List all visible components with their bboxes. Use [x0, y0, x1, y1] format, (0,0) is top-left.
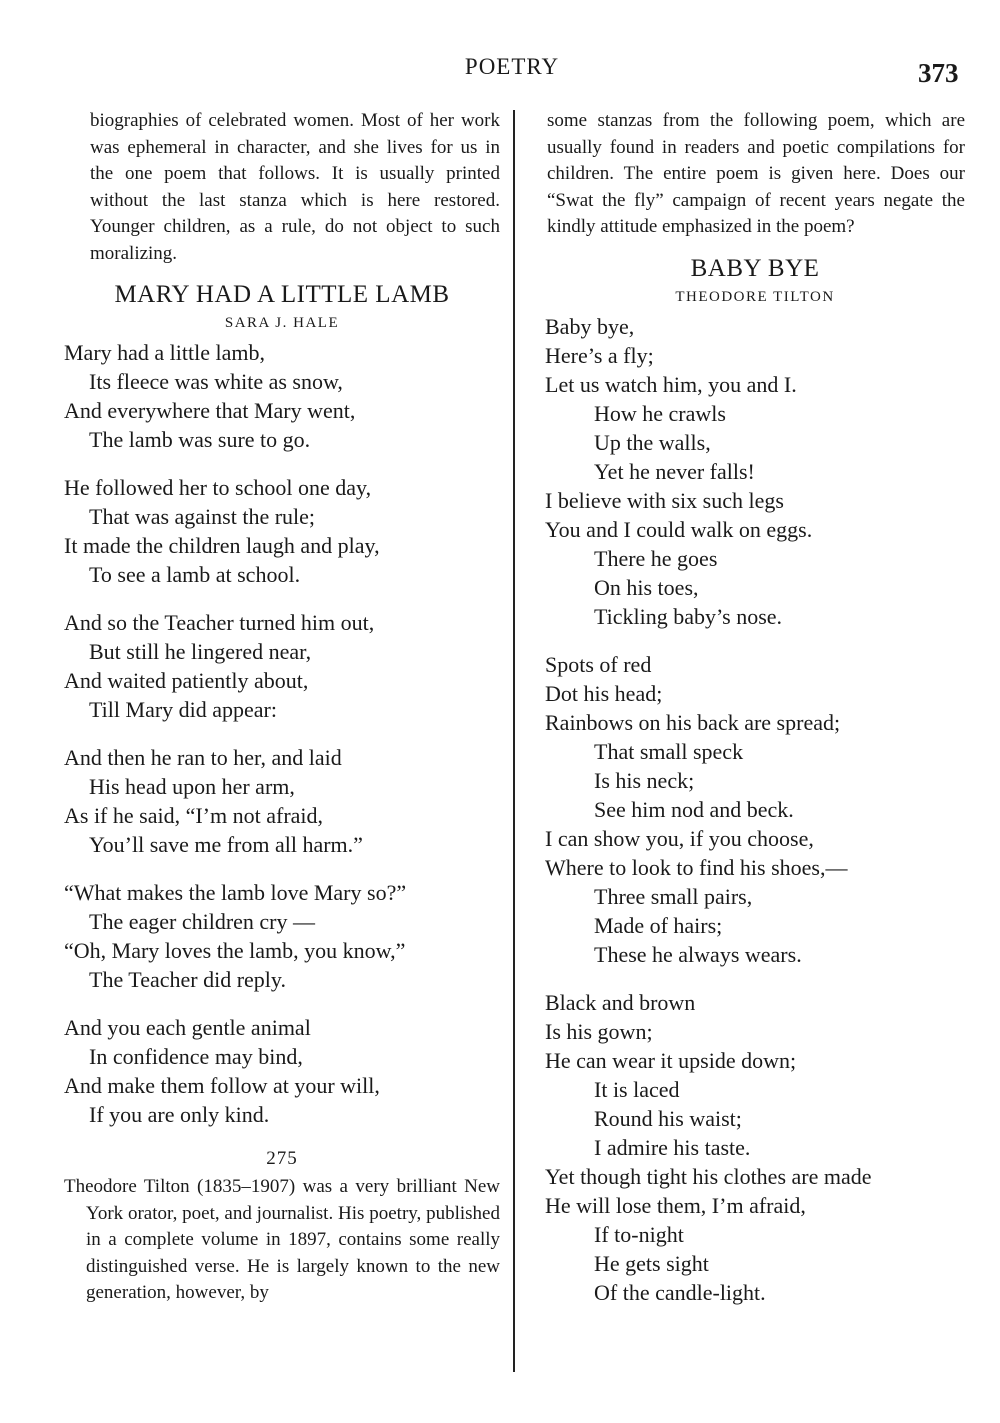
poem-line: In confidence may bind,: [89, 1044, 303, 1069]
poem-line: The Teacher did reply.: [89, 967, 286, 992]
running-head: POETRY: [464, 54, 560, 79]
poem-line: Yet he never falls!: [594, 458, 755, 484]
poem-line: Here’s a fly;: [545, 342, 654, 368]
right-column: [545, 108, 965, 1326]
poem-line: And so the Teacher turned him out,: [64, 610, 375, 635]
poem-line: Dot his head;: [545, 680, 663, 706]
poem-line: Its fleece was white as snow,: [89, 369, 343, 394]
stanza: [64, 608, 500, 724]
poem-line: Till Mary did appear:: [89, 697, 277, 722]
poem-line: I can show you, if you choose,: [545, 825, 814, 851]
poem-line: As if he said, “I’m not afraid,: [64, 803, 324, 828]
poem-line: And everywhere that Mary went,: [64, 398, 356, 423]
poem-line: Up the walls,: [594, 429, 711, 455]
poem-line: And waited patiently about,: [64, 668, 309, 693]
poem-line: “Oh, Mary loves the lamb, you know,”: [64, 938, 406, 963]
poem-line: And you each gentle animal: [64, 1015, 311, 1040]
poem-line: And then he ran to her, and laid: [64, 745, 342, 770]
poem-line: He will lose them, I’m afraid,: [545, 1192, 806, 1218]
poem-line: That was against the rule;: [89, 504, 316, 529]
page-number: 373: [918, 58, 959, 88]
poem-line: His head upon her arm,: [89, 774, 295, 799]
stanza: [64, 1013, 500, 1129]
poem-line: Is his gown;: [545, 1018, 653, 1044]
poem-mary-had-a-little-lamb: [64, 338, 500, 1129]
poem-line: I admire his taste.: [594, 1134, 751, 1160]
poem-line: Rainbows on his back are spread;: [545, 709, 841, 735]
poem-number: 275: [266, 1148, 298, 1169]
poem-line: It is laced: [594, 1076, 680, 1102]
poem-line: Where to look to find his shoes,—: [545, 854, 848, 880]
poem-line: Three small pairs,: [594, 883, 753, 909]
poem-author-hale: SARA J. HALE: [224, 315, 340, 331]
poem-line: “What makes the lamb love Mary so?”: [64, 880, 407, 905]
poem-line: These he always wears.: [594, 941, 802, 967]
poem-line: But still he lingered near,: [89, 639, 312, 664]
poem-line: I believe with six such legs: [545, 487, 784, 513]
poem-line: And make them follow at your will,: [64, 1073, 380, 1098]
poem-line: Baby bye,: [545, 313, 635, 339]
left-column: [64, 108, 500, 1307]
poem-line: Yet though tight his clothes are made: [545, 1163, 872, 1189]
poem-line: The eager children cry —: [89, 909, 315, 934]
poem-line: To see a lamb at school.: [89, 562, 301, 587]
poem-line: He followed her to school one day,: [64, 475, 372, 500]
poem-line: Of the candle-light.: [594, 1279, 766, 1305]
stanza: [545, 650, 965, 969]
poem-line: Made of hairs;: [594, 912, 723, 938]
poem-line: Spots of red: [545, 651, 652, 677]
poem-line: Mary had a little lamb,: [64, 340, 265, 365]
stanza: [64, 473, 500, 589]
poem-title-baby-bye: BABY BYE: [690, 254, 820, 282]
stanza: [64, 743, 500, 859]
right-intro-paragraph: some stanzas from the following poem, which are usually found in readers and poetic compilations for children. The entire poem is given here. Does our “Swat the fly” campaign of recent years negate the kindly attitude emphasized in the poem?: [547, 110, 965, 237]
poem-line: Tickling baby’s nose.: [594, 603, 783, 629]
column-divider: [513, 110, 515, 1372]
poem-line: The lamb was sure to go.: [89, 427, 311, 452]
note-paragraph: Theodore Tilton (1835–1907) was a very brilliant New York orator, poet, and journalist. His poetry, published in a complete volume in 1897, contains some really distinguished verse. He is largely known to the new generation, however, by: [64, 1176, 500, 1303]
poem-line: He can wear it upside down;: [545, 1047, 797, 1073]
stanza: [64, 338, 500, 454]
poem-line: On his toes,: [594, 574, 699, 600]
poem-line: It made the children laugh and play,: [64, 533, 380, 558]
poem-line: Black and brown: [545, 989, 696, 1015]
poem-line: Let us watch him, you and I.: [545, 371, 797, 397]
stanza: [545, 988, 965, 1307]
poem-line: You and I could walk on eggs.: [545, 516, 813, 542]
poem-line: That small speck: [594, 738, 744, 764]
poem-line: If to-night: [594, 1221, 684, 1247]
stanza: [545, 312, 965, 631]
stanza: [64, 878, 500, 994]
poem-line: If you are only kind.: [89, 1102, 270, 1127]
poem-line: He gets sight: [594, 1250, 709, 1276]
poem-baby-bye: [545, 312, 965, 1307]
poem-author-tilton: THEODORE TILTON: [675, 288, 835, 305]
poem-line: See him nod and beck.: [594, 796, 794, 822]
left-intro-paragraph: biographies of celebrated women. Most of her work was ephemeral in character, and she lives for us in the one poem that follows. It is usually printed without the last stanza which is here restored. Younger children, as a rule, do not object to such moralizing.: [90, 110, 500, 264]
poem-line: You’ll save me from all harm.”: [89, 832, 363, 857]
poem-title-mary: MARY HAD A LITTLE LAMB: [114, 281, 450, 308]
poem-line: How he crawls: [594, 400, 726, 426]
poem-line: Is his neck;: [594, 767, 695, 793]
poem-line: There he goes: [594, 545, 718, 571]
poem-line: Round his waist;: [594, 1105, 742, 1131]
